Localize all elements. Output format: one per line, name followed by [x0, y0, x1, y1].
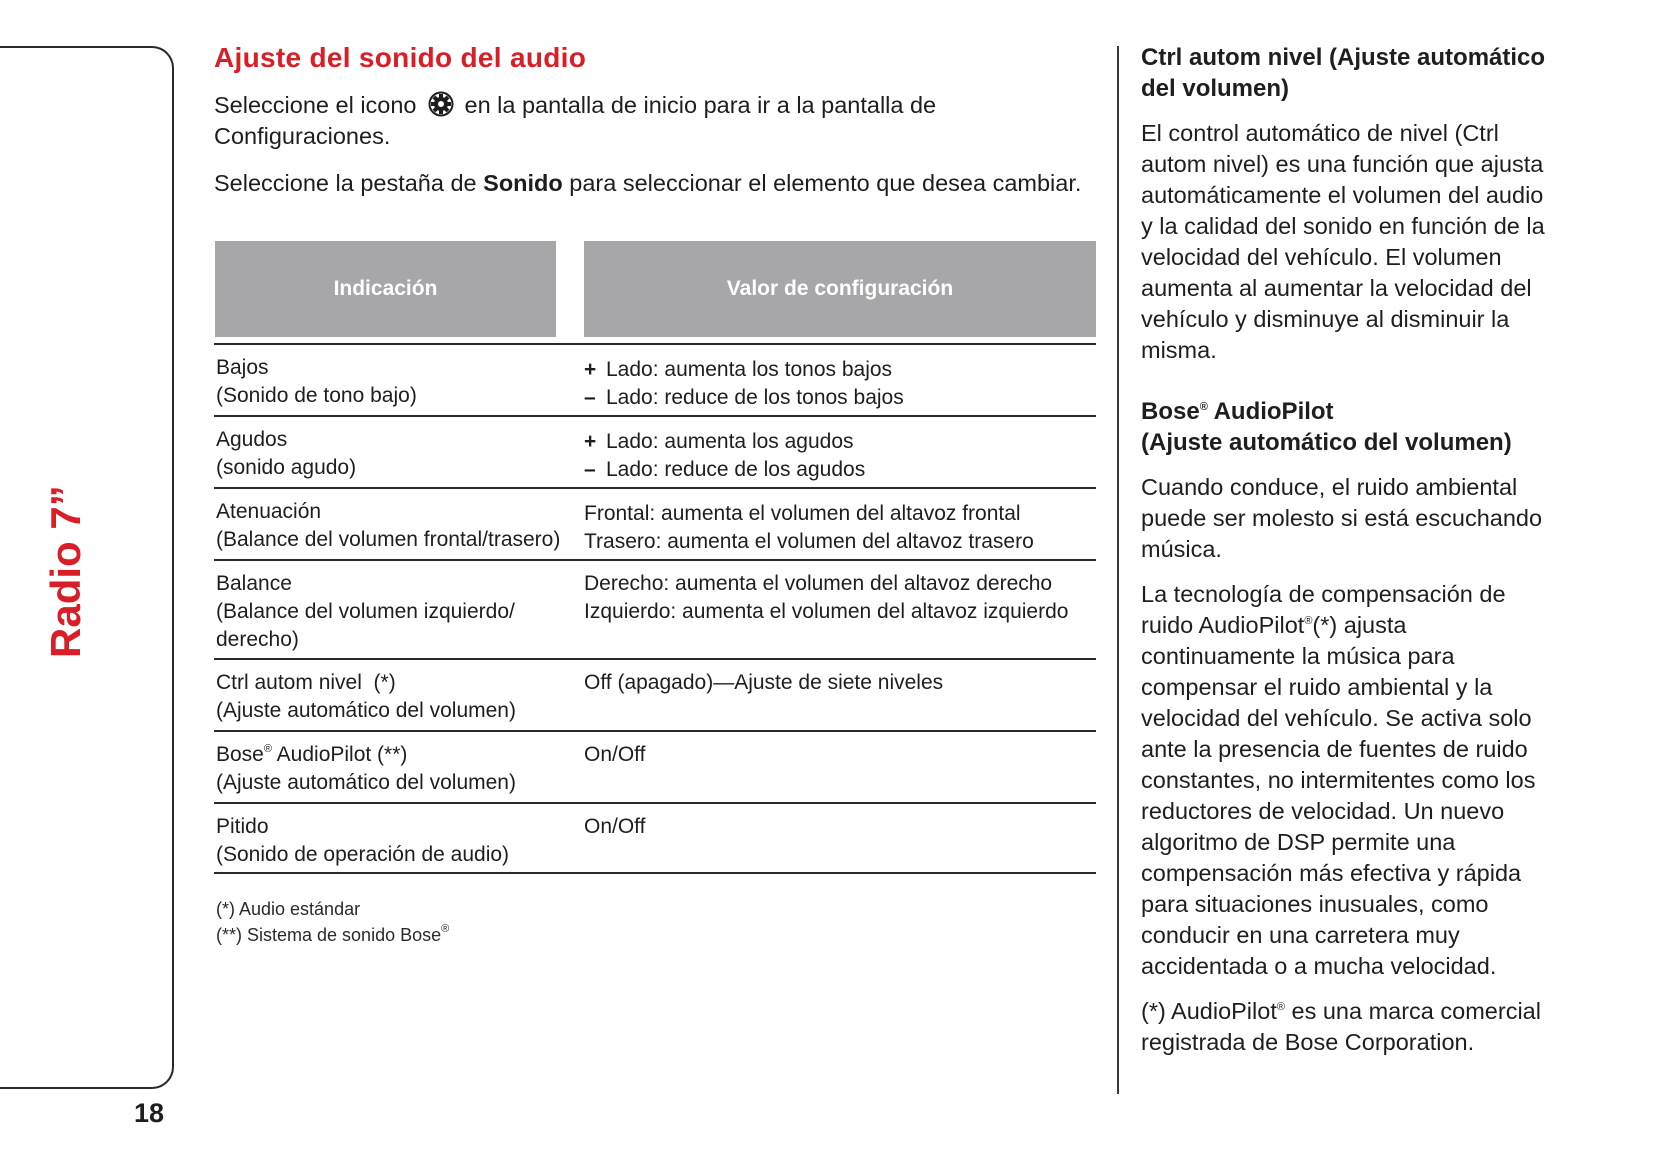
tab-instruction-after: para seleccionar el elemento que desea cambiar.: [569, 170, 1082, 196]
trademark-paragraph: [1141, 996, 1561, 1058]
value-line: On/Off: [584, 743, 646, 766]
row-desc: (sonido agudo): [216, 456, 357, 479]
sound-settings-table: [214, 241, 1096, 874]
value-line: Frontal: aumenta el volumen del altavoz frontal: [584, 502, 1021, 525]
footnote-standard: (*) Audio estándar: [216, 899, 361, 919]
tab-instruction-before: Seleccione la pestaña de: [214, 170, 477, 196]
row-label: [216, 669, 566, 725]
page-number: 18: [134, 1098, 165, 1128]
audiopilot-heading: [1141, 396, 1561, 458]
row-label: [216, 498, 566, 554]
audiopilot-heading-brand: Bose: [1141, 398, 1200, 425]
table-row: [214, 658, 1096, 730]
table-header: [214, 241, 1096, 337]
brand-text: Bose: [216, 743, 264, 766]
footnotes: [216, 896, 449, 948]
row-name: Bajos: [216, 356, 269, 379]
plus-sign: +: [584, 430, 597, 453]
registered-mark: ®: [441, 923, 450, 935]
intro-text-after: en la pantalla de inicio para ir a la pantalla de Configuraciones.: [214, 92, 937, 149]
row-desc: (Ajuste automático del volumen): [216, 699, 516, 722]
header-valor: Valor de configuración: [584, 241, 1096, 337]
ctrl-autom-heading: Ctrl autom nivel (Ajuste automático del volumen): [1141, 44, 1546, 102]
registered-mark: ®: [263, 743, 272, 755]
row-value: [584, 741, 1096, 769]
row-name: [216, 741, 566, 769]
row-desc: (Ajuste automático del volumen): [216, 771, 516, 794]
minus-sign: –: [584, 458, 596, 481]
row-name: Balance: [216, 572, 292, 595]
row-desc: (Balance del volumen frontal/trasero): [216, 528, 561, 551]
registered-mark: ®: [1304, 615, 1313, 627]
intro-paragraph: [214, 90, 1104, 152]
row-name: Ctrl autom nivel (*): [216, 671, 396, 694]
audiopilot-heading-sub: (Ajuste automático del volumen): [1141, 429, 1512, 456]
section-title: Ajuste del sonido del audio: [214, 42, 587, 73]
value-line: Lado: reduce de los tonos bajos: [606, 386, 904, 409]
row-name-rest: AudioPilot (**): [271, 743, 408, 766]
row-desc: (Sonido de operación de audio): [216, 843, 510, 866]
row-name: Agudos: [216, 428, 288, 451]
table-row: [214, 343, 1096, 415]
value-line: On/Off: [584, 815, 646, 838]
row-label: [216, 570, 566, 654]
row-name: Atenuación: [216, 500, 322, 523]
row-name: Pitido: [216, 815, 269, 838]
right-column: [1141, 42, 1561, 1058]
registered-mark: ®: [1276, 1001, 1285, 1013]
audiopilot-text-a: La tecnología de compensación de ruido AudioPilot: [1141, 581, 1506, 638]
audiopilot-heading-rest: AudioPilot: [1207, 398, 1334, 425]
table-row: [214, 802, 1096, 874]
tab-instruction-paragraph: [214, 168, 1104, 199]
row-desc-cont: derecho): [216, 628, 299, 651]
trademark-text-a: (*) AudioPilot: [1141, 998, 1277, 1024]
left-column: [214, 40, 1104, 199]
gear-icon: [427, 90, 455, 118]
row-label: [216, 426, 566, 482]
row-value: [584, 428, 1096, 484]
row-value: [584, 813, 1096, 841]
table-row: [214, 487, 1096, 559]
value-line: Off (apagado)—Ajuste de siete niveles: [584, 671, 944, 694]
intro-text-before: Seleccione el icono: [214, 92, 417, 118]
table-row: [214, 559, 1096, 658]
table-row: [214, 730, 1096, 802]
row-value: [584, 669, 1096, 697]
plus-sign: +: [584, 358, 597, 381]
audiopilot-text-b: (*) ajusta continuamente la música para compensar el ruido ambiental y la velocidad del vehículo. Se activa solo ante la presencia de fuentes de ruido constantes, no intermitentes como los reductores de velocidad. Un nuevo algoritmo de DSP permite una compensación más efectiva y rápida para situaciones inusuales, como conducir en una carretera muy accidentada o a mucha velocidad.: [1141, 612, 1536, 979]
tab-instruction-bold: Sonido: [483, 170, 563, 196]
header-indicacion: Indicación: [215, 241, 556, 337]
row-desc: (Sonido de tono bajo): [216, 384, 417, 407]
value-line: Izquierdo: aumenta el volumen del altavoz izquierdo: [584, 600, 1069, 623]
trademark-text-b: es una marca comercial registrada de Bose Corporation.: [1141, 998, 1541, 1055]
audiopilot-paragraph: [1141, 579, 1561, 982]
registered-mark: ®: [1199, 401, 1208, 413]
row-label: [216, 354, 566, 410]
value-line: Lado: aumenta los tonos bajos: [606, 358, 893, 381]
row-label: [216, 813, 566, 869]
value-line: Trasero: aumenta el volumen del altavoz trasero: [584, 530, 1034, 553]
value-line: Derecho: aumenta el volumen del altavoz derecho: [584, 572, 1053, 595]
chapter-title: Radio 7”: [42, 485, 89, 658]
table-row: [214, 415, 1096, 487]
row-label: [216, 741, 566, 797]
row-desc: (Balance del volumen izquierdo/: [216, 600, 515, 623]
row-value: [584, 570, 1096, 626]
value-line: Lado: reduce de los agudos: [606, 458, 866, 481]
driving-noise-paragraph: Cuando conduce, el ruido ambiental puede ser molesto si está escuchando música.: [1141, 474, 1543, 562]
footnote-bose: [216, 922, 449, 948]
row-value: [584, 356, 1096, 412]
row-value: [584, 500, 1096, 556]
minus-sign: –: [584, 386, 596, 409]
column-divider: [1117, 46, 1119, 1094]
footnote-bose-text: (**) Sistema de sonido Bose: [216, 925, 442, 945]
ctrl-autom-paragraph: El control automático de nivel (Ctrl autom nivel) es una función que ajusta automáticamente el volumen del audio y la calidad del sonido en función de la velocidad del vehículo. El volumen aumenta al aumentar la velocidad del vehículo y disminuye al disminuir la misma.: [1141, 120, 1545, 363]
value-line: Lado: aumenta los agudos: [606, 430, 854, 453]
